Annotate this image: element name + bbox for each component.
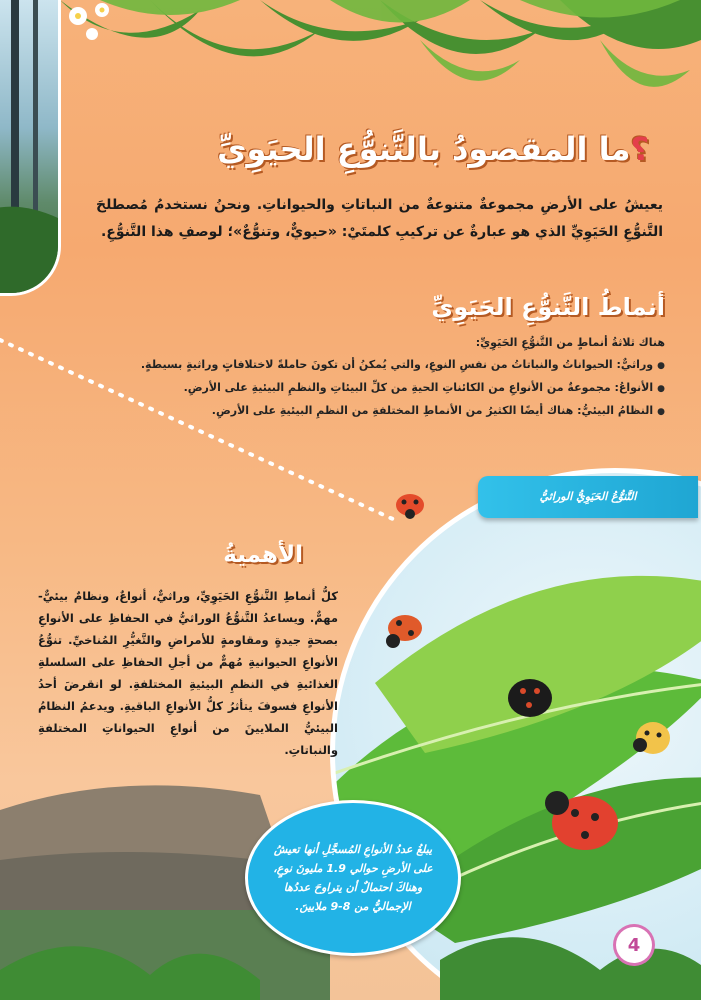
pattern-item-ecosystem: ● النظامُ البيئيُّ: هناك أيضًا الكثيرُ من الأنماطِ المختلفةِ من النظمِ البيئيةِ على الأرضِ. [110, 400, 665, 423]
importance-paragraph: كلُّ أنماطِ التَّنوُّعِ الحَيَوِيِّ، وراثيٌّ، أنواعٌ، ونظامٌ بيئيٌّ- مهمٌّ. ويساعدُ التَّنوُّعُ الوراثيُّ في الحفاظِ على الأنواعِ بصحةٍ جيدةٍ ومقاومةٍ للأمراضِ والتَّغيُّرِ المُناخيِّ. تنوُّعُ الأنواعِ الحيوانيةِ مُهمٌّ من أجلِ الحفاظِ على السلسلةِ الغذائيةِ في النظمِ البيئيةِ المختلفةِ. لو انقرضَ أحدُ الأنواعِ فسوفَ يتأثرُ كلُّ الأنواعِ الباقيةِ. ويدعمُ النظامُ البيئيُّ الملايينَ من أنواعِ الحيواناتِ المختلفةِ والنباتاتِ. [38, 589, 338, 757]
page-number: 4 [627, 934, 641, 956]
flying-ladybug-icon [388, 488, 432, 522]
importance-heading: الأهميةُ [223, 542, 303, 568]
fact-bubble [245, 800, 461, 956]
title-text: ما المقصودُ بالتَّنوُّعِ الحيَوِيِّ [217, 130, 631, 168]
genetic-diversity-banner [478, 476, 698, 518]
pattern-item-genetic: ● وراثيٌّ: الحيواناتُ والنباتاتُ من نفسِ النوعِ، والتي يُمكنُ أن تكونَ حاملةً لاختلافاتٍ وراثيةٍ بسيطةٍ. [110, 354, 665, 377]
fact-text: يبلغُ عددُ الأنواعِ المُسجَّلِ أنها تعيشُ على الأرضِ حوالي 1.9 مليونَ نوعٍ، وهناكَ احتمالٌ أن يتراوحَ عددُها الإجماليُّ من 8-9 ملايينَ. [273, 843, 433, 913]
intro-paragraph: يعيشُ على الأرضِ مجموعةٌ متنوعةٌ من النباتاتِ والحيواناتِ. ونحنُ نستخدمُ مُصطلحَ التَّنوُّعِ الحَيَوِيِّ الذي هو عبارةٌ عن تركيبِ كلمتَيْ: «حيويٌّ، وتنوُّعٌ»؛ لوصفِ هذا التَّنوُّعِ. [96, 197, 663, 240]
patterns-heading: أنماطُ التَّنوُّعِ الحَيَوِيِّ [431, 293, 665, 321]
pattern-item-species: ● الأنواعُ: مجموعةٌ من الأنواعِ من الكائناتِ الحيةِ من كلِّ البيئاتِ والنظمِ البيئيةِ على الأرضِ. [110, 377, 665, 400]
patterns-intro: هناك ثلاثةُ أنماطٍ من التَّنوُّعِ الحَيَوِيِّ: [475, 336, 665, 349]
page-number-badge [616, 927, 652, 963]
banner-label: التَّنوُّعُ الحَيَوِيُّ الوراثيُّ [539, 490, 637, 503]
title-question-mark: ؟ [630, 130, 649, 168]
